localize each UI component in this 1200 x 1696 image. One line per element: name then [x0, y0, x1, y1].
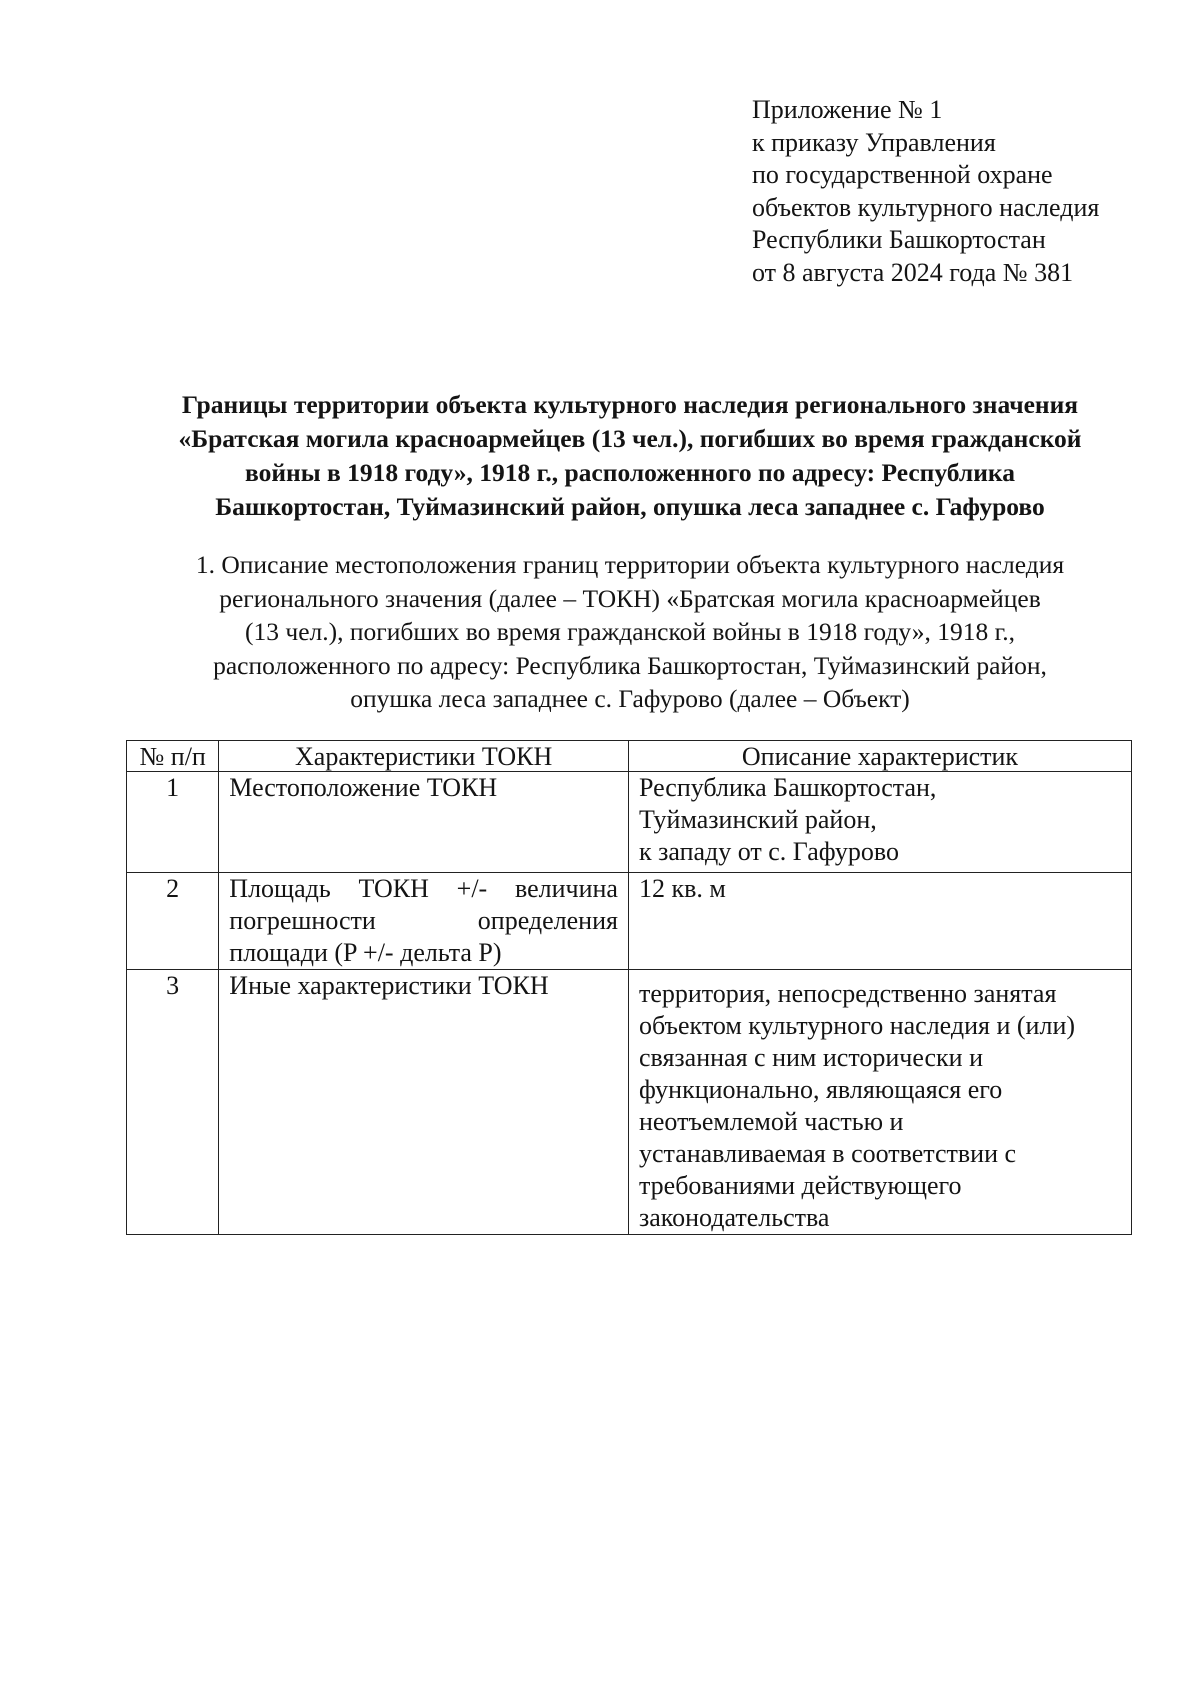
- appendix-line: от 8 августа 2024 года № 381: [752, 257, 1074, 287]
- appendix-line: Республики Башкортостан: [752, 225, 1046, 254]
- section-line: опушка леса западнее с. Гафурово (далее – Объект): [350, 684, 910, 713]
- characteristics-table: [126, 740, 1132, 1235]
- cell-line: Республика Башкортостан,: [638, 773, 937, 802]
- title-line: Границы территории объекта культурного наследия регионального значения: [181, 390, 1079, 419]
- cell-line: 12 кв. м: [638, 874, 726, 903]
- row-characteristic: [219, 873, 629, 970]
- appendix-line: Приложение № 1: [752, 95, 943, 124]
- section-line: (13 чел.), погибших во время гражданской войны в 1918 году», 1918 г.,: [245, 617, 1015, 646]
- cell-line: Площадь ТОКН +/- величина: [229, 874, 618, 903]
- section-line: расположенного по адресу: Республика Башкортостан, Туймазинский район,: [213, 650, 1047, 680]
- header-description: Описание характеристик: [628, 741, 1131, 772]
- table-header-row: [127, 741, 1132, 772]
- row-characteristic: [219, 970, 629, 1235]
- document-title: [110, 388, 1150, 524]
- section-line: регионального значения (далее – ТОКН) «Братская могила красноармейцев: [219, 583, 1041, 613]
- cell-line: площади (P +/- дельта P): [229, 938, 502, 967]
- appendix-header: [752, 94, 1099, 289]
- appendix-line: по государственной охране: [752, 160, 1053, 189]
- title-line: войны в 1918 году», 1918 г., расположенного по адресу: Республика: [245, 458, 1015, 487]
- row-num: 2: [127, 873, 219, 970]
- section-heading: [130, 548, 1130, 716]
- cell-line: функционально, являющаяся его: [638, 1075, 1003, 1104]
- cell-line: Иные характеристики ТОКН: [229, 971, 549, 1000]
- section-line: 1. Описание местоположения границ территории объекта культурного наследия: [195, 550, 1065, 579]
- row-characteristic: [219, 772, 629, 873]
- cell-line: требованиями действующего: [638, 1171, 962, 1200]
- table-row: [127, 873, 1132, 970]
- cell-line: Местоположение ТОКН: [229, 773, 498, 802]
- cell-line: устанавливаемая в соответствии с: [638, 1139, 1017, 1168]
- table-row: [127, 970, 1132, 1235]
- row-num: 1: [127, 772, 219, 873]
- cell-line: Туймазинский район,: [638, 805, 877, 834]
- cell-line: объектом культурного наследия и (или): [638, 1011, 1076, 1040]
- cell-line: законодательства: [638, 1203, 830, 1232]
- appendix-line: объектов культурного наследия: [752, 192, 1100, 222]
- title-line: «Братская могила красноармейцев (13 чел.), погибших во время гражданской: [178, 424, 1082, 453]
- row-description: [628, 873, 1131, 970]
- title-line: Башкортостан, Туймазинский район, опушка леса западнее с. Гафурово: [215, 492, 1045, 521]
- header-characteristic: Характеристики ТОКН: [219, 741, 629, 772]
- row-description: [628, 970, 1131, 1235]
- cell-line: к западу от с. Гафурово: [638, 837, 900, 866]
- table-row: [127, 772, 1132, 873]
- cell-line: территория, непосредственно занятая: [638, 979, 1057, 1008]
- cell-line: связанная с ним исторически и: [638, 1043, 984, 1072]
- cell-line: неотъемлемой частью и: [638, 1107, 904, 1136]
- row-num: 3: [127, 970, 219, 1235]
- appendix-line: к приказу Управления: [752, 127, 996, 157]
- cell-line: погрешности определения: [229, 906, 618, 935]
- header-num: № п/п: [127, 741, 219, 772]
- row-description: [628, 772, 1131, 873]
